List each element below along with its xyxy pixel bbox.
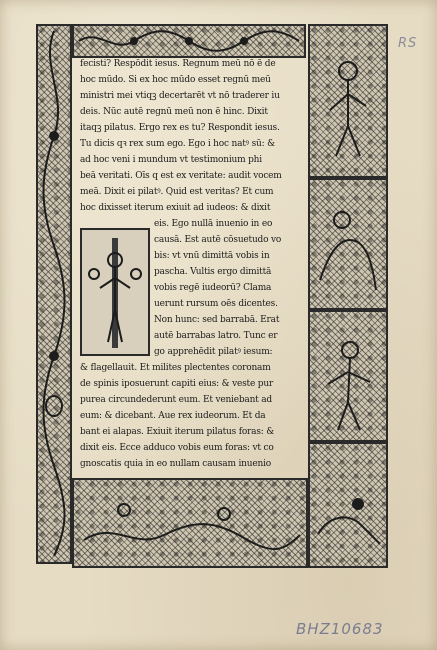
text-line: eis. Ego nullā inuenio in eo [154, 219, 273, 229]
text-line: purea circundederunt eum. Et veniebant ad [80, 395, 272, 405]
text-line: gnoscatis quia in eo nullam causam inuenio [80, 459, 271, 469]
latin-text-block [80, 58, 308, 478]
text-line: ad hoc veni i mundum vt testimonium phi [80, 155, 262, 165]
text-line: Tu dicis qꝛ rex sum ego. Ego i hoc natꝰ sū: & [80, 139, 275, 149]
text-line: bis: vt vnū dimittā vobis in [154, 251, 270, 261]
text-line: & flagellauit. Et milites plectentes coronam [80, 363, 271, 373]
text-line: Non hunc: sed barrabā. Erat [154, 315, 280, 325]
text-line: vobis regē iudeorū? Clama [154, 283, 272, 293]
text-line: dixit eis. Ecce adduco vobis eum foras: vt co [80, 443, 274, 453]
text-line: go apprehēdit pilatꝰ iesum: [154, 347, 273, 357]
text-line: de spinis iposuerunt capiti eius: & veste pur [80, 379, 274, 389]
text-line: pascha. Vultis ergo dimittā [154, 267, 272, 277]
text-line: itaqꝫ pilatus. Ergo rex es tu? Respondit iesus. [80, 123, 280, 133]
top-border-foliage [72, 24, 306, 58]
text-line: beā veritati. Oīs q est ex veritate: audit vocem [80, 171, 282, 181]
left-border-foliage [36, 24, 72, 564]
text-line: ministri mei vtiqꝫ decertarēt vt nō traderer iu [80, 91, 280, 101]
text-line: eum: & dicebant. Aue rex iudeorum. Et da [80, 411, 266, 421]
pencil-corner-mark: RS [398, 36, 418, 51]
right-border-panel-1 [308, 24, 388, 178]
text-line: hoc mūdo. Si ex hoc mūdo esset regnū meū [80, 75, 271, 85]
right-border-panel-3 [308, 310, 388, 442]
text-line: fecisti? Respōdit iesus. Regnum meū nō ē de [80, 59, 276, 69]
text-line: uerunt rursum oēs dicentes. [154, 299, 278, 309]
bottom-border-scene [72, 478, 308, 568]
pencil-shelfmark: BHZ10683 [296, 620, 384, 638]
text-line: deis. Nūc autē regnū meū non ē hinc. Dixit [80, 107, 268, 117]
text-line: autē barrabas latro. Tunc er [154, 331, 278, 341]
text-line: bant ei alapas. Exiuit iterum pilatus foras: & [80, 427, 275, 437]
text-line: hoc dixisset iterum exiuit ad iudeos: & dixit [80, 203, 271, 213]
text-line: causā. Est autē cōsuetudo vo [154, 235, 282, 245]
text-line: meā. Dixit ei pilatꝰ. Quid est veritas? Et cum [80, 187, 274, 197]
right-border-panel-2 [308, 178, 388, 310]
right-border-panel-4 [308, 442, 388, 568]
